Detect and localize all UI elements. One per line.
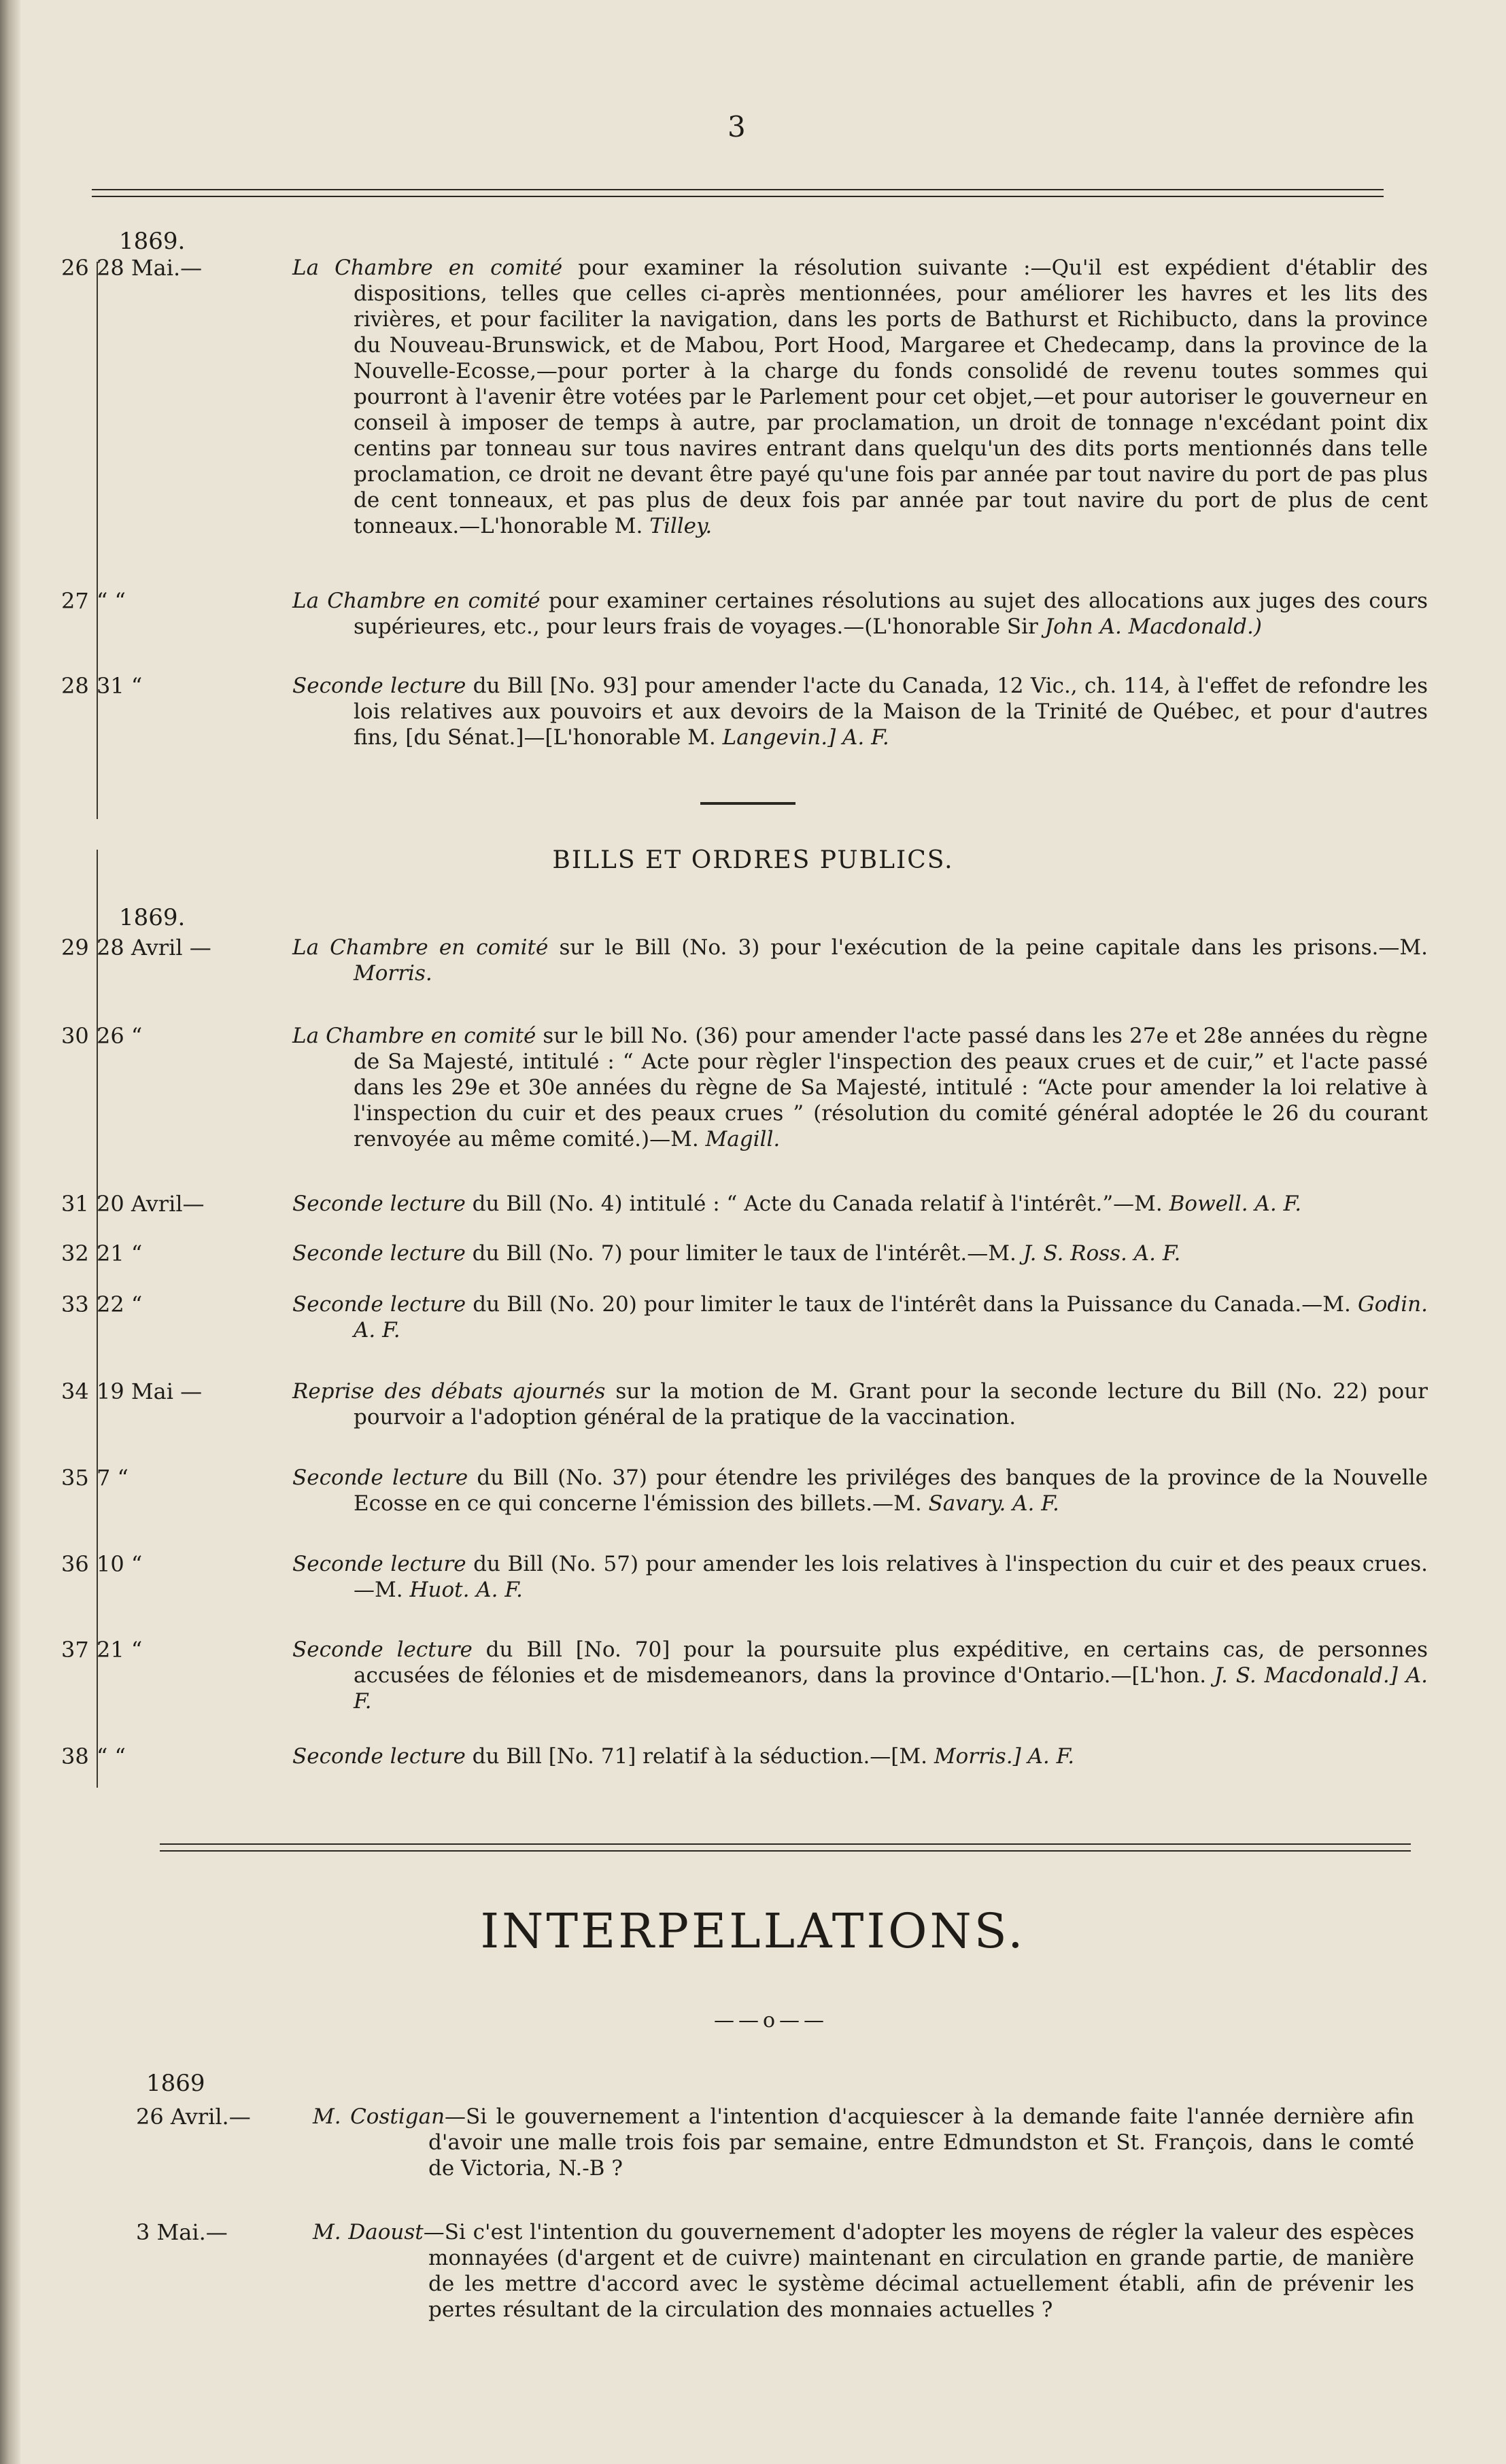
entry-number: 38 [61,1743,89,1769]
entry-tail: Huot. A. F. [409,1578,523,1602]
bottom-rule [160,1843,1411,1852]
entry-date: “ “ [97,1743,126,1769]
entry-text: pour examiner la résolution suivante :—Qu'il est expédient d'établir des dispositions, telles que celles ci-après mentionnées, pour améliorer les havres et les lits des rivières, et pour faciliter la navigation, dans les ports de Bathurst et Richibucto, dans la province du Nouveau-Brunswick, et de Mabou, Port Hood, Margaree et Chedecamp, dans la province de la Nouvelle-Ecosse,—pour porter à la charge du fonds consolidé de revenu toutes sommes qui pourront à l'avenir être votées par le Parlement pour cet objet,—et pour autoriser le gouverneur en conseil à imposer de temps à autre, par proclamation, un droit de tonnage n'excédant point dix centins par tonneau sur tous navires entrant dans quelqu'un des dits ports mentionnés dans telle proclamation, ce droit ne devant être payé qu'une fois par année par tout navire du port de pas plus de cent tonneaux, et pas plus de deux fois par année par tout navire du port de plus de cent tonneaux.—L'honorable M. [354,256,1428,538]
entry-date: 28 Mai.— [97,255,203,281]
entry-number: 27 [61,588,89,614]
entry-body [292,935,1428,986]
entry-number: 31 [61,1191,89,1217]
entry-date: 10 “ [97,1551,143,1577]
entry-date: 31 “ [97,673,143,699]
entry-text: du Bill [No. 71] relatif à la séduction.—[M. [465,1744,934,1769]
entry-body [292,1743,1428,1769]
entry-lead: La Chambre en comité [292,935,549,960]
entry-lead: Seconde lecture [292,674,466,698]
section-divider [700,802,795,805]
entry-date: 28 Avril — [97,935,211,960]
entry-text: du Bill (No. 57) pour amender les lois relatives à l'inspection du cuir et des peaux crues.—M. [354,1552,1428,1602]
top-rule [92,189,1384,197]
interpellation-text: —Si c'est l'intention du gouvernement d'adopter les moyens de régler la valeur des espèces monnayées (d'argent et de cuivre) maintenant en circulation en grande partie, de manière de les mettre d'accord avec le système décimal actuellement établi, afin de prévenir les pertes résultant de la circulation des monnaies actuelles ? [423,2220,1415,2322]
entry-body [292,1378,1428,1430]
order-entry-33 [61,1291,1428,1353]
interpellation-entry [136,2104,1414,2185]
entry-body [292,1637,1428,1714]
entry-tail: J. S. Macdonald.] A. F. [354,1663,1428,1714]
interpellation-text: —Si le gouvernement a l'intention d'acquiescer à la demande faite l'année dernière afin d'avoir une malle trois fois par semaine, entre Edmundston et St. François, dans le comté de Victoria, N.-B ? [428,2104,1415,2181]
entry-date: 20 Avril— [97,1191,205,1217]
order-entry-32 [61,1240,1428,1274]
order-entry-36 [61,1551,1428,1612]
entry-text: sur le bill No. (36) pour amender l'acte passé dans les 27e et 28e années du règne de Sa Majesté, intitulé : “ Acte pour règler l'inspection des peaux crues et de cuir,” et l'acte passé dans les 29e et 30e années du règne de Sa Majesté, intitulé : “Acte pour amender la loi relative à l'inspection du cuir et des peaux crues ” (résolution du comité général adoptée le 26 du courant renvoyée au même comité.)—M. [354,1024,1428,1151]
entry-number: 34 [61,1378,89,1404]
order-entry-26 [61,255,1428,574]
entry-number: 33 [61,1291,89,1317]
interpellation-entry [136,2219,1414,2335]
entry-lead: Seconde lecture [292,1241,466,1266]
entry-tail: Morris.] A. F. [934,1744,1075,1769]
entry-number: 36 [61,1551,89,1577]
entry-body [292,1191,1428,1217]
entry-number: 35 [61,1465,89,1491]
page-number: 3 [728,110,746,143]
entry-date: 7 “ [97,1465,129,1491]
entry-lead: Seconde lecture [292,1552,466,1576]
section1-year: 1869. [119,228,186,255]
entry-number: 30 [61,1023,89,1049]
entry-text: du Bill (No. 20) pour limiter le taux de l'intérêt dans la Puissance du Canada.—M. [466,1292,1358,1317]
order-entry-30 [61,1023,1428,1159]
entry-text: du Bill (No. 37) pour étendre les priviléges des banques de la province de la Nouvelle Ecosse en ce qui concerne l'émission des billets.—M. [354,1465,1428,1516]
entry-text: sur le Bill (No. 3) pour l'exécution de la peine capitale dans les prisons.—M. [548,935,1428,960]
order-entry-29 [61,935,1428,996]
entry-date: 19 Mai — [97,1378,203,1404]
entry-lead: Seconde lecture [292,1744,466,1769]
interpellation-date: 3 Mai.— [136,2219,228,2245]
entry-lead: La Chambre en comité [292,256,563,280]
entry-body [292,673,1428,750]
entry-text: du Bill (No. 7) pour limiter le taux de l'intérêt.—M. [465,1241,1023,1266]
entry-date: 26 “ [97,1023,143,1049]
entry-tail: Tilley. [649,514,713,538]
entry-tail: Godin. A. F. [354,1292,1428,1342]
order-entry-34 [61,1378,1428,1440]
entry-tail: Langevin.] A. F. [722,725,889,750]
entry-text: du Bill [No. 70] pour la poursuite plus expéditive, en certains cas, de personnes accusées de félonies et de misdemeanors, dans la province d'Ontario.—[L'hon. [354,1637,1428,1688]
entry-body [292,1240,1428,1266]
entry-date: “ “ [97,588,126,614]
entry-body [292,1465,1428,1516]
entry-tail: Bowell. A. F. [1169,1192,1302,1216]
entry-body [292,588,1428,640]
order-entry-38 [61,1743,1428,1777]
section-heading-bills: BILLS ET ORDRES PUBLICS. [552,846,954,874]
order-entry-31 [61,1191,1428,1225]
entry-number: 37 [61,1637,89,1663]
interpellation-body [252,2219,1414,2323]
entry-date: 21 “ [97,1240,143,1266]
entry-lead: Seconde lecture [292,1465,468,1490]
entry-lead: Seconde lecture [292,1637,473,1662]
entry-number: 32 [61,1240,89,1266]
entry-body [292,1551,1428,1603]
entry-number: 26 [61,255,89,281]
entry-number: 28 [61,673,89,699]
entry-number: 29 [61,935,89,960]
order-entry-27 [61,588,1428,649]
entry-tail: Morris. [354,961,432,986]
entry-tail: J. S. Ross. A. F. [1023,1241,1181,1266]
entry-body [292,255,1428,539]
entry-text: pour examiner certaines résolutions au sujet des allocations aux juges des cours supérieures, etc., pour leurs frais de voyages.—(L'honorable Sir [354,589,1428,639]
order-entry-37 [61,1637,1428,1725]
heading-ornament: ——o—— [714,2009,829,2032]
order-entry-35 [61,1465,1428,1526]
entry-body [292,1291,1428,1343]
page-binding-edge [0,0,20,2464]
entry-lead: La Chambre en comité [292,1024,536,1048]
entry-date: 21 “ [97,1637,143,1663]
entry-date: 22 “ [97,1291,143,1317]
interpellation-body [252,2104,1414,2181]
section2-year: 1869. [119,904,186,931]
entry-text: du Bill [No. 93] pour amender l'acte du Canada, 12 Vic., ch. 114, à l'effet de refondre les lois relatives aux pouvoirs et aux devoirs de la Maison de la Trinité de Québec, et pour d'autres fins, [du Sénat.]—[L'honorable M. [354,674,1428,750]
section-heading-interpellations: INTERPELLATIONS. [480,1903,1026,1959]
order-entry-28 [61,673,1428,761]
interpellation-member: M. Costigan [313,2104,445,2129]
entry-body [292,1023,1428,1152]
entry-lead: Seconde lecture [292,1192,466,1216]
entry-text: sur la motion de M. Grant pour la seconde lecture du Bill (No. 22) pour pourvoir a l'adoption général de la pratique de la vaccination. [354,1379,1428,1429]
section3-year: 1869 [146,2070,205,2097]
entry-lead: Seconde lecture [292,1292,466,1317]
entry-lead: Reprise des débats ajournés [292,1379,606,1404]
entry-tail: Magill. [705,1127,781,1151]
entry-text: du Bill (No. 4) intitulé : “ Acte du Canada relatif à l'intérêt.”—M. [465,1192,1169,1216]
entry-lead: La Chambre en comité [292,589,541,613]
interpellation-date: 26 Avril.— [136,2104,251,2130]
entry-tail: John A. Macdonald.) [1044,614,1262,639]
entry-tail: Savary. A. F. [928,1491,1059,1516]
interpellation-member: M. Daoust [313,2220,424,2244]
